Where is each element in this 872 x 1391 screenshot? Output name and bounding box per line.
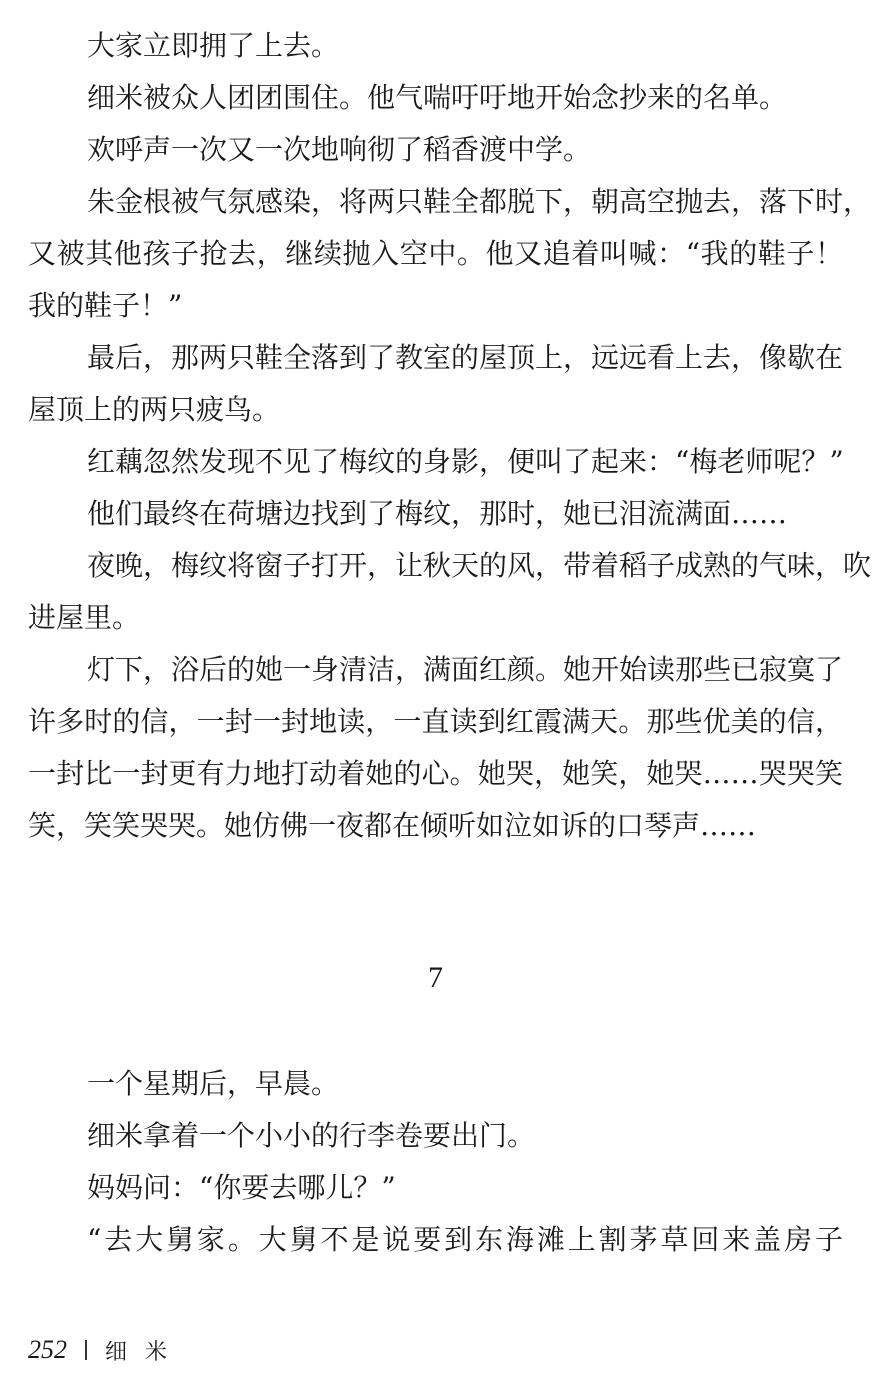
text-line: 细米被众人团团围住。他气喘吁吁地开始念抄来的名单。 (87, 81, 788, 114)
paragraph (28, 332, 843, 436)
paragraph (28, 72, 843, 124)
text-line: 屋顶上的两只疲鸟。 (28, 393, 281, 426)
text-line: 细米拿着一个小小的行李卷要出门。 (87, 1119, 536, 1152)
page-body (28, 20, 872, 1266)
text-line: 妈妈问：“你要去哪儿？” (87, 1171, 396, 1204)
text-line: 最后，那两只鞋全落到了教室的屋顶上，远远看上去，像歇在 (87, 341, 844, 374)
paragraph (28, 1162, 843, 1214)
text-after-section (28, 1058, 843, 1266)
text-line: 大家立即拥了上去。 (87, 29, 340, 62)
paragraph (28, 540, 872, 644)
text-line: 笑，笑笑哭哭。她仿佛一夜都在倾听如泣如诉的口琴声…… (28, 809, 757, 842)
footer-divider (85, 1340, 87, 1360)
page-footer (28, 1332, 185, 1368)
paragraph (28, 1058, 843, 1110)
text-line: “去大舅家。大舅不是说要到东海滩上割茅草回来盖房子 (87, 1223, 843, 1256)
paragraph (28, 436, 843, 488)
paragraph (28, 644, 843, 852)
text-before-section (28, 20, 872, 852)
text-line: 灯下，浴后的她一身清洁，满面红颜。她开始读那些已寂寞了 (87, 653, 844, 686)
text-line: 许多时的信，一封一封地读，一直读到红霞满天。那些优美的信， (28, 705, 843, 738)
text-line: 朱金根被气氛感染，将两只鞋全都脱下，朝高空抛去，落下时， (87, 185, 872, 218)
text-line: 红藕忽然发现不见了梅纹的身影，便叫了起来：“梅老师呢？” (87, 445, 844, 478)
paragraph (28, 488, 843, 540)
book-title: 细米 (105, 1339, 186, 1365)
text-line: 一封比一封更有力地打动着她的心。她哭，她笑，她哭……哭哭笑 (28, 757, 843, 790)
paragraph (28, 176, 872, 332)
text-line: 欢呼声一次又一次地响彻了稻香渡中学。 (87, 133, 592, 166)
paragraph (28, 1214, 843, 1266)
text-line: 他们最终在荷塘边找到了梅纹，那时，她已泪流满面…… (87, 497, 788, 530)
text-line: 一个星期后，早晨。 (87, 1067, 340, 1100)
paragraph (28, 124, 843, 176)
text-line: 我的鞋子！” (28, 289, 183, 322)
paragraph (28, 1110, 843, 1162)
text-line: 进屋里。 (28, 601, 141, 634)
section-heading: 7 (428, 961, 443, 994)
text-line: 夜晚，梅纹将窗子打开，让秋天的风，带着稻子成熟的气味，吹 (87, 549, 872, 582)
text-line: 又被其他孩子抢去，继续抛入空中。他又追着叫喊：“我的鞋子！ (28, 237, 843, 270)
page-number: 252 (28, 1335, 67, 1364)
paragraph (28, 20, 843, 72)
